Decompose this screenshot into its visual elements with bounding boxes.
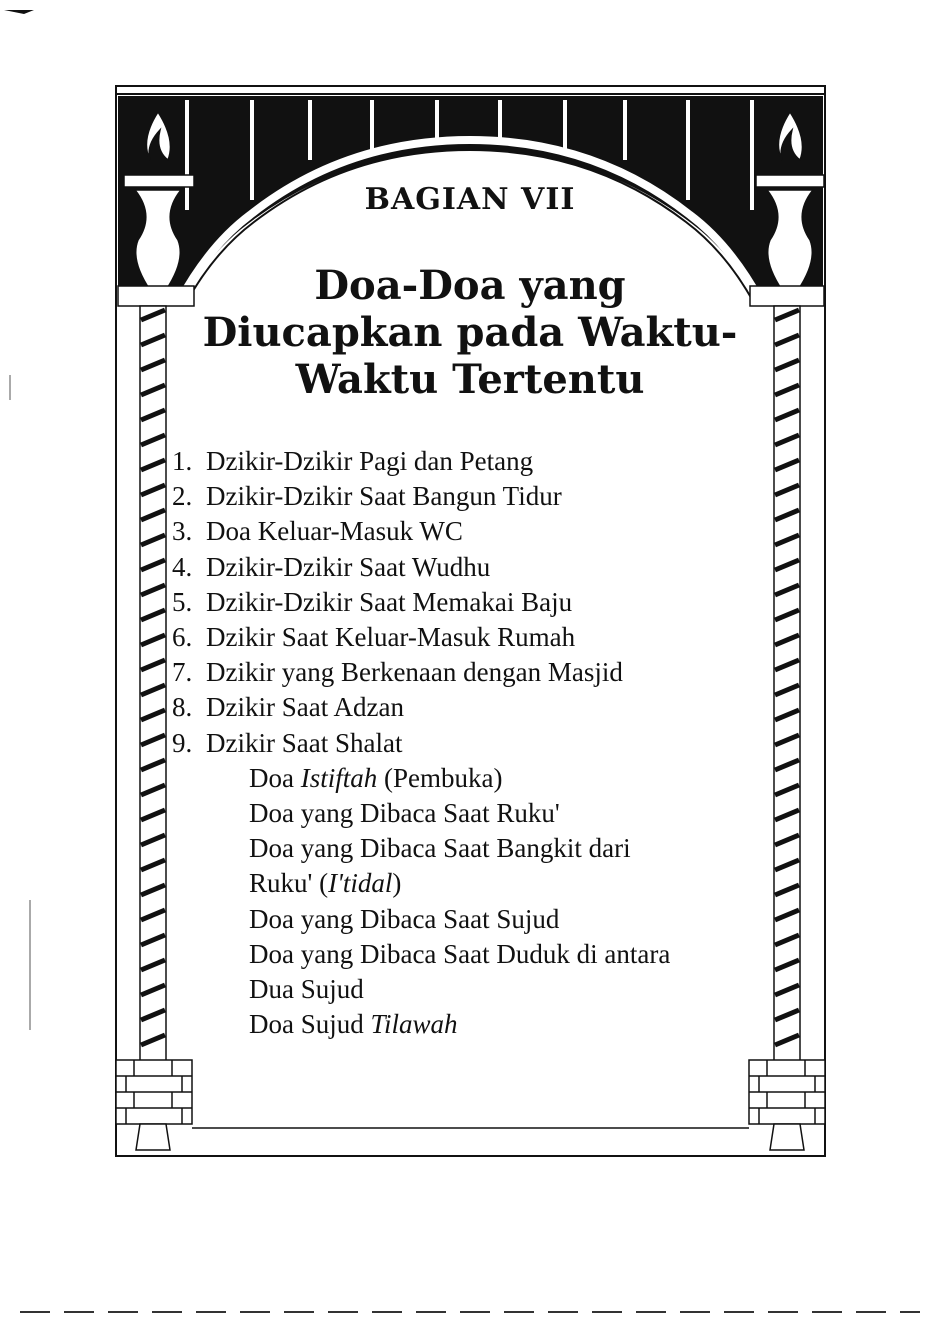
left-pillar <box>140 306 166 1066</box>
toc-subitem <box>172 937 762 972</box>
toc-item-number: 9. <box>172 727 193 758</box>
title-line: Diucapkan pada Waktu- <box>202 309 738 356</box>
right-brick-base <box>749 1060 825 1150</box>
toc-subitem <box>172 902 762 937</box>
toc-subitem <box>172 761 762 796</box>
toc-item <box>172 444 762 479</box>
toc-item-label: Dzikir-Dzikir Saat Bangun Tidur <box>206 481 562 512</box>
toc-item-number: 5. <box>172 586 193 617</box>
toc-item <box>172 585 762 620</box>
toc-subitem <box>172 972 762 1007</box>
toc-item-number: 4. <box>172 551 193 582</box>
toc-item-label: Dzikir Saat Keluar-Masuk Rumah <box>206 622 576 653</box>
subitem-text: Doa Sujud <box>249 1009 371 1040</box>
toc-subitem <box>172 796 762 831</box>
toc-item <box>172 726 762 761</box>
subitem-italic: I'tidal <box>328 868 393 899</box>
subitem-text: Ruku' ( <box>249 868 329 899</box>
toc-subitem <box>172 1007 762 1042</box>
toc-item <box>172 690 762 725</box>
toc-item-number: 2. <box>172 481 193 512</box>
toc-item <box>172 655 762 690</box>
toc-item-label: Doa Keluar-Masuk WC <box>206 516 463 547</box>
toc-item-label: Dzikir yang Berkenaan dengan Masjid <box>206 657 623 688</box>
subitem-text: Doa yang Dibaca Saat Ruku' <box>249 798 560 829</box>
toc-item <box>172 479 762 514</box>
toc-subitem <box>172 866 762 901</box>
title-line: Waktu Tertentu <box>295 356 645 403</box>
section-label: BAGIAN VII <box>364 182 576 217</box>
toc-item-number: 6. <box>172 622 193 653</box>
toc-subitem <box>172 831 762 866</box>
toc-item-number: 7. <box>172 657 193 688</box>
subitem-italic: Tilawah <box>370 1009 458 1040</box>
left-brick-base <box>116 1060 192 1150</box>
toc-item <box>172 620 762 655</box>
toc-item <box>172 514 762 549</box>
title-line: Doa-Doa yang <box>314 262 626 309</box>
subitem-text: ) <box>392 868 402 899</box>
table-of-contents <box>172 444 762 1042</box>
toc-item-label: Dzikir Saat Shalat <box>206 727 403 758</box>
toc-item-label: Dzikir Saat Adzan <box>206 692 404 723</box>
subitem-text: Doa <box>249 762 301 793</box>
subitem-text: Doa yang Dibaca Saat Bangkit dari <box>249 833 631 864</box>
subitem-text: Doa yang Dibaca Saat Sujud <box>249 903 560 934</box>
corner-mark <box>4 10 34 14</box>
page-title <box>175 262 765 403</box>
toc-item <box>172 550 762 585</box>
toc-item-label: Dzikir-Dzikir Pagi dan Petang <box>206 446 534 476</box>
subitem-text: Dua Sujud <box>249 974 364 1005</box>
right-pillar <box>774 306 800 1066</box>
subitem-text: (Pembuka) <box>377 762 503 793</box>
toc-item-label: Dzikir-Dzikir Saat Wudhu <box>206 551 491 582</box>
subitem-italic: Istiftah <box>300 762 378 793</box>
toc-item-number: 8. <box>172 692 193 723</box>
toc-item-number: 3. <box>172 516 193 547</box>
toc-item-label: Dzikir-Dzikir Saat Memakai Baju <box>206 586 573 617</box>
subitem-text: Doa yang Dibaca Saat Duduk di antara <box>249 938 671 969</box>
toc-item-number: 1. <box>172 446 193 476</box>
